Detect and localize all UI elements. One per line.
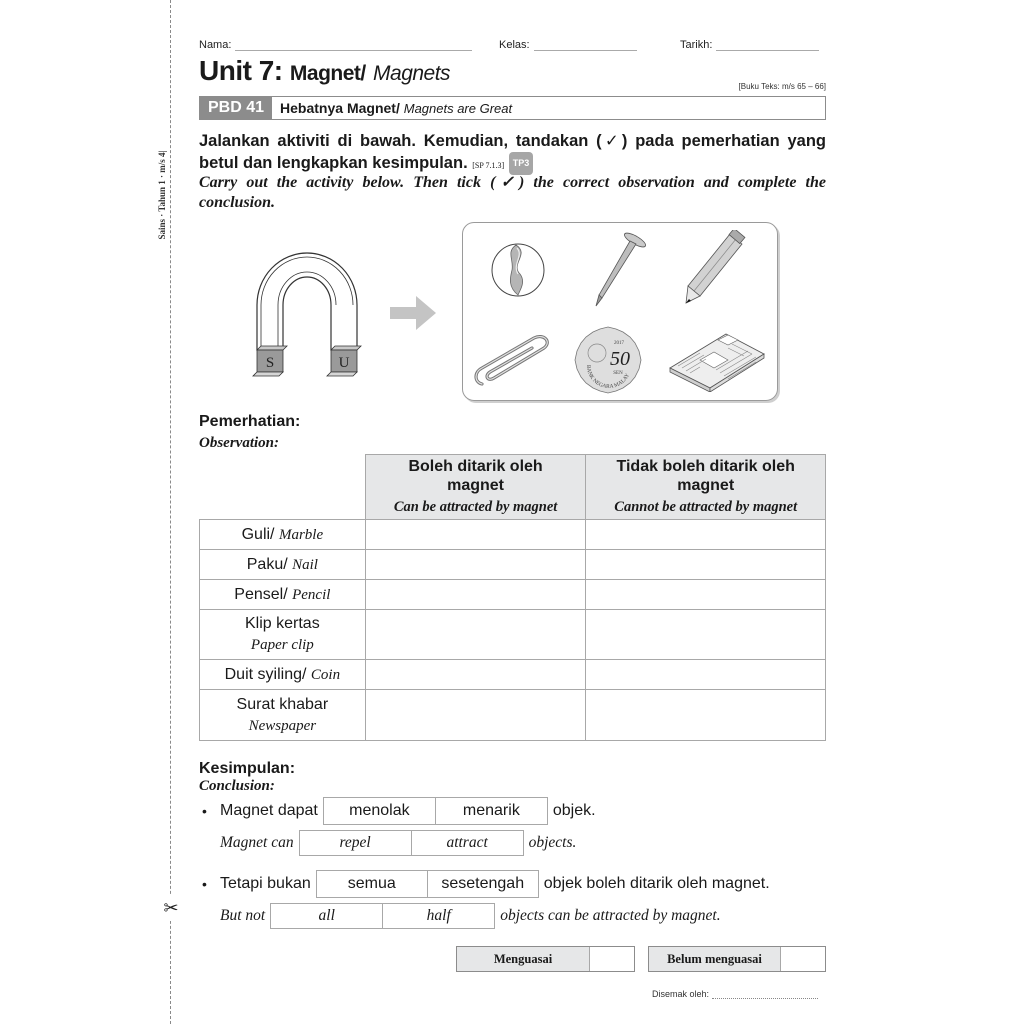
- observation-label-ms: Pemerhatian:: [199, 413, 301, 430]
- conclusion-label-en: Conclusion:: [199, 778, 275, 794]
- row-label-nail: [200, 550, 366, 580]
- column-header-attracted-en: Can be attracted by magnet: [393, 499, 558, 515]
- sentence-text: Magnet can: [220, 834, 294, 851]
- unit-title-ms: Magnet/: [289, 62, 366, 85]
- page-title: [199, 55, 450, 87]
- sentence-text: objek.: [552, 802, 596, 819]
- instructions-ms-text: Jalankan aktiviti di bawah. Kemudian, tandakan (✓) pada pemerhatian yang betul dan lengkapkan kesimpulan.: [199, 132, 826, 172]
- column-header-attracted-ms: Boleh ditarik oleh magnet: [408, 458, 543, 494]
- tick-cell-not-attracted[interactable]: [586, 610, 826, 660]
- observation-label-en: Observation:: [199, 435, 279, 451]
- not-mastered-checkbox[interactable]: [781, 947, 825, 971]
- option-sesetengah[interactable]: sesetengah: [427, 871, 538, 897]
- bullet: •: [202, 876, 207, 892]
- option-half[interactable]: half: [382, 904, 494, 928]
- conclusion-label-ms: Kesimpulan:: [199, 760, 296, 777]
- activity-tag: PBD 41: [200, 97, 272, 119]
- name-label: Nama:: [199, 39, 232, 51]
- tick-cell-attracted[interactable]: [365, 520, 586, 550]
- table-row: [200, 610, 826, 660]
- row-label-en: Coin: [310, 666, 341, 683]
- option-repel[interactable]: repel: [339, 834, 371, 851]
- instructions-en: Carry out the activity below. Then tick (✓) the correct observation and complete the conclusion.: [199, 174, 826, 211]
- sentence-text: But not: [220, 907, 266, 924]
- option-group: [270, 903, 495, 929]
- tick-cell-not-attracted[interactable]: [586, 690, 826, 741]
- table-row: [200, 520, 826, 550]
- row-label-pencil: [200, 580, 366, 610]
- option-attract[interactable]: attract: [411, 831, 523, 855]
- conclusion-sentence-2-en: [220, 903, 721, 929]
- observation-table: [199, 454, 826, 741]
- mastered-label: Menguasai: [457, 947, 590, 971]
- table-corner: [200, 455, 366, 520]
- checked-by-field[interactable]: [652, 989, 818, 999]
- sentence-text: objects.: [528, 834, 577, 851]
- column-header-not-attracted: [586, 455, 826, 520]
- row-label-ms: Surat khabar: [236, 695, 329, 713]
- horseshoe-magnet-icon: [245, 245, 370, 380]
- checked-by-line[interactable]: [712, 990, 818, 999]
- option-menarik[interactable]: menarik: [435, 798, 547, 824]
- option-group: [323, 797, 548, 825]
- column-header-not-attracted-ms: Tidak boleh ditarik oleh magnet: [616, 458, 795, 494]
- sentence-text: objek boleh ditarik oleh magnet.: [543, 875, 770, 892]
- tick-cell-attracted[interactable]: [365, 660, 586, 690]
- option-menolak[interactable]: menolak: [349, 802, 410, 819]
- pole-s-label: S: [265, 355, 275, 371]
- bullet: •: [202, 803, 207, 819]
- activity-header: [199, 96, 826, 120]
- unit-title-en: Magnets: [373, 62, 451, 85]
- instructions-ms: [199, 131, 826, 176]
- sentence-text: Tetapi bukan: [220, 875, 311, 892]
- activity-title: [272, 100, 512, 116]
- paper-clip-icon: [472, 332, 552, 390]
- column-header-not-attracted-en: Cannot be attracted by magnet: [614, 499, 798, 515]
- class-input-line[interactable]: [534, 40, 637, 51]
- tick-cell-attracted[interactable]: [365, 580, 586, 610]
- table-row: [200, 580, 826, 610]
- name-input-line[interactable]: [235, 40, 472, 51]
- row-label-en: Marble: [278, 526, 324, 543]
- class-label: Kelas:: [499, 39, 530, 51]
- pencil-icon: [680, 230, 746, 308]
- unit-number: Unit 7:: [199, 55, 283, 86]
- table-row: [200, 550, 826, 580]
- newspaper-icon: [666, 330, 766, 392]
- tick-cell-attracted[interactable]: [365, 690, 586, 741]
- coin-unit: SEN: [613, 371, 623, 376]
- sentence-text: Magnet dapat: [220, 802, 318, 819]
- nail-icon: [590, 232, 650, 308]
- tick-cell-not-attracted[interactable]: [586, 580, 826, 610]
- tick-cell-not-attracted[interactable]: [586, 520, 826, 550]
- option-semua[interactable]: semua: [347, 875, 396, 892]
- sentence-text: objects can be attracted by magnet.: [500, 907, 721, 924]
- coin-value: 50: [610, 348, 630, 370]
- sp-reference: [SP 7.1.3]: [472, 161, 505, 170]
- not-mastered-label: Belum menguasai: [649, 947, 781, 971]
- row-label-en: Paper clip: [250, 637, 314, 653]
- row-label-ms: Pensel/: [234, 585, 288, 603]
- row-label-paper-clip: [200, 610, 366, 660]
- row-label-en: Newspaper: [248, 717, 317, 734]
- row-label-ms: Paku/: [246, 555, 288, 573]
- option-all[interactable]: all: [318, 907, 335, 924]
- coin-year: 2017: [614, 341, 624, 346]
- table-row: [200, 690, 826, 741]
- row-label-ms: Klip kertas: [245, 615, 320, 632]
- row-label-coin: [200, 660, 366, 690]
- conclusion-sentence-1-en: [220, 830, 576, 856]
- date-label: Tarikh:: [680, 39, 713, 51]
- mastered-checkbox[interactable]: [590, 947, 634, 971]
- checked-by-label: Disemak oleh:: [652, 989, 710, 999]
- not-mastered-box: [648, 946, 826, 972]
- arrow-right-icon: [390, 296, 440, 330]
- tick-cell-attracted[interactable]: [365, 610, 586, 660]
- table-row: [200, 660, 826, 690]
- conclusion-sentence-2-ms: [202, 870, 770, 898]
- coin-icon: [573, 325, 643, 395]
- mastered-box: [456, 946, 635, 972]
- pole-u-label: U: [338, 355, 350, 371]
- tick-cell-attracted[interactable]: [365, 550, 586, 580]
- row-label-en: Nail: [292, 556, 318, 573]
- coin-ring-text: BANK NEGARA MALAY: [584, 364, 632, 390]
- class-field[interactable]: [499, 39, 637, 51]
- date-field[interactable]: [680, 39, 819, 51]
- option-group: [299, 830, 524, 856]
- name-field[interactable]: [199, 39, 472, 51]
- side-label: [152, 135, 172, 255]
- tick-cell-not-attracted[interactable]: [586, 550, 826, 580]
- textbook-reference: [Buku Teks: m/s 65 – 66]: [738, 82, 826, 91]
- side-label-text: Sains · Tahun 1 · m/s 4|: [157, 150, 167, 240]
- row-label-newspaper: [200, 690, 366, 741]
- row-label-ms: Duit syiling/: [224, 665, 307, 683]
- conclusion-sentence-1-ms: [202, 797, 596, 825]
- activity-title-en: Magnets are Great: [403, 101, 513, 116]
- activity-title-ms: Hebatnya Magnet/: [280, 100, 400, 116]
- tick-cell-not-attracted[interactable]: [586, 660, 826, 690]
- row-label-en: Pencil: [292, 586, 331, 603]
- row-label-marble: [200, 520, 366, 550]
- date-input-line[interactable]: [716, 40, 819, 51]
- option-group: [316, 870, 539, 898]
- row-label-ms: Guli/: [241, 525, 275, 543]
- tp-badge: TP3: [509, 152, 534, 175]
- marble-icon: [490, 242, 546, 298]
- column-header-attracted: [365, 455, 586, 520]
- scissors-icon: ✂: [160, 895, 182, 921]
